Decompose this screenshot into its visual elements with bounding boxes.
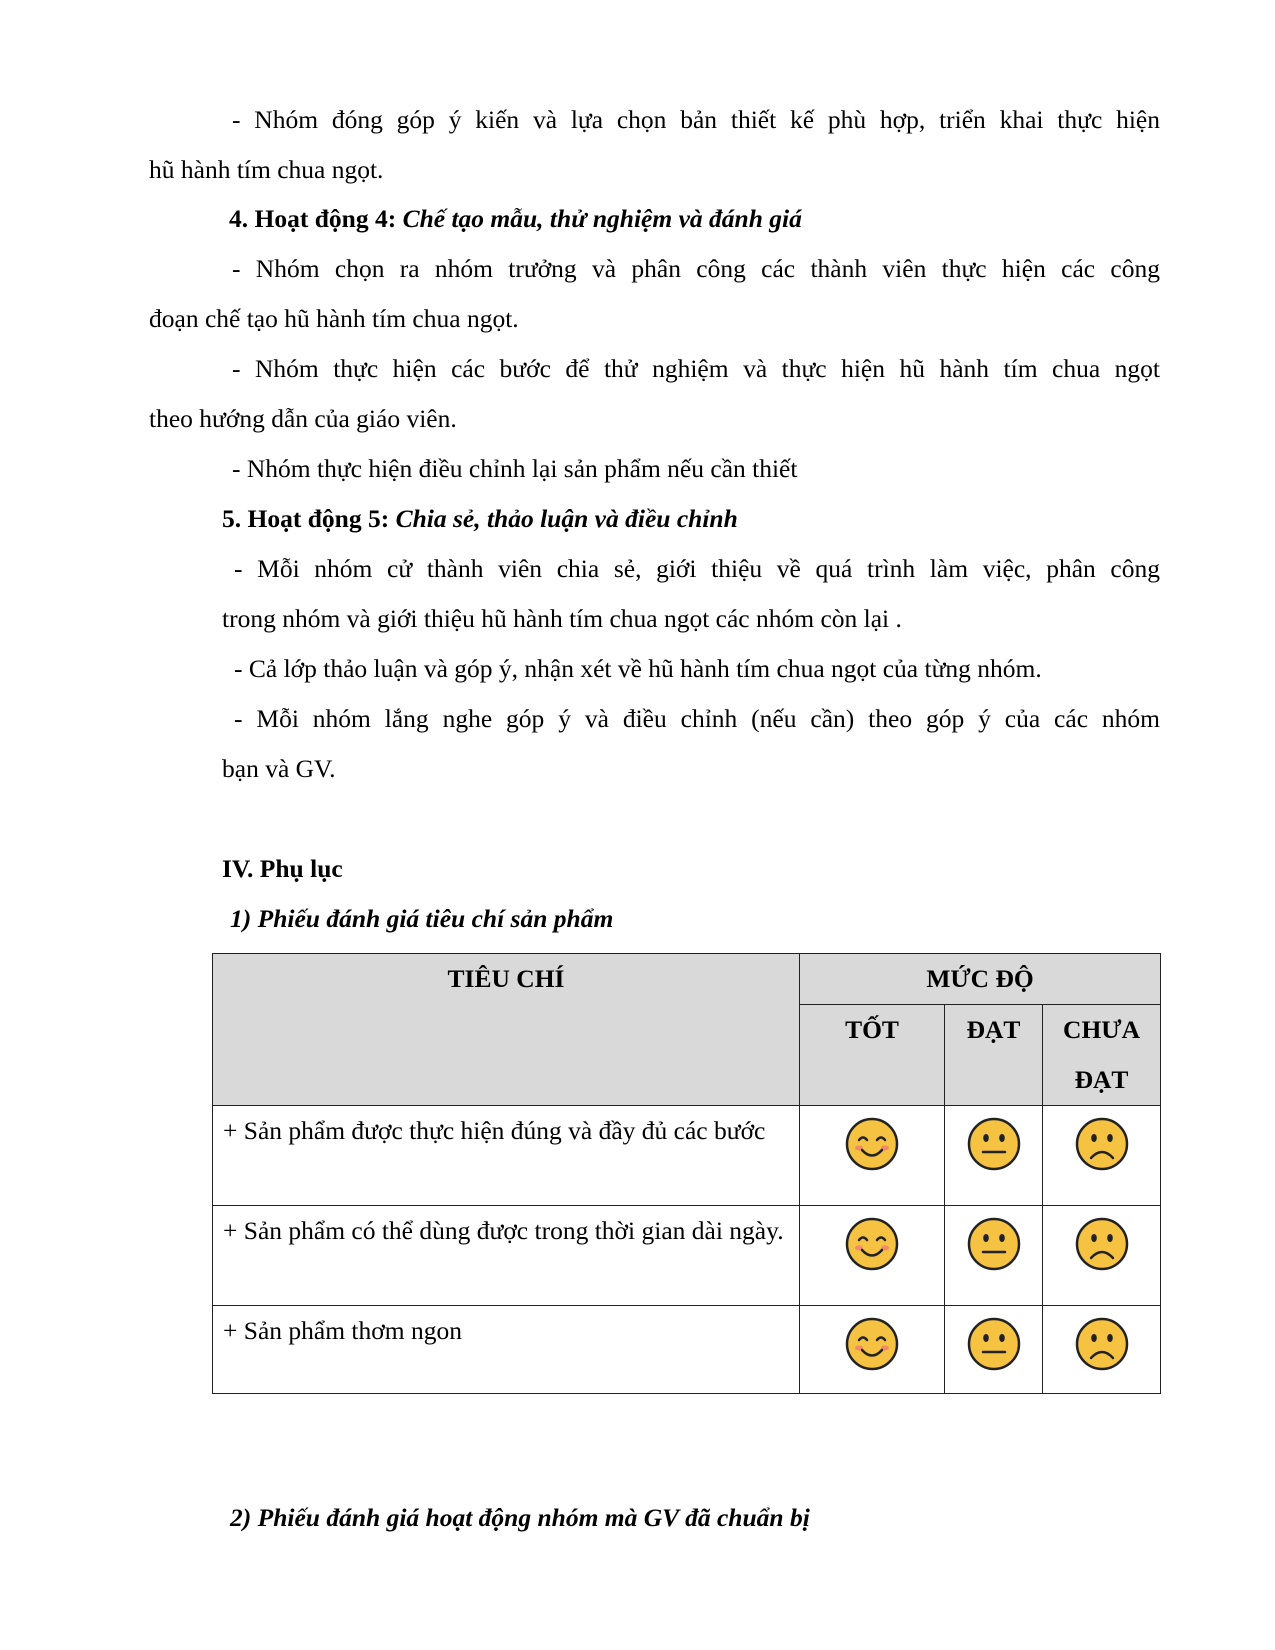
- appendix-subheading-1: 1) Phiếu đánh giá tiêu chí sản phẩm: [230, 904, 614, 933]
- header-level-fail: CHƯA ĐẠT: [1043, 1005, 1161, 1106]
- activity-4-title: Chế tạo mẫu, thử nghiệm và đánh giá: [402, 204, 802, 233]
- paragraph-line: - Cả lớp thảo luận và góp ý, nhận xét về hũ hành tím chua ngọt của từng nhóm.: [234, 654, 1042, 683]
- pass-cell: [945, 1206, 1043, 1306]
- good-cell: [800, 1306, 945, 1394]
- smiling-face-icon[interactable]: [844, 1216, 900, 1272]
- paragraph-line: đoạn chế tạo hũ hành tím chua ngọt.: [149, 304, 519, 333]
- activity-5-heading: [222, 503, 738, 535]
- paragraph-line: bạn và GV.: [222, 754, 336, 783]
- neutral-face-icon[interactable]: [966, 1316, 1022, 1372]
- paragraph-line: - Nhóm thực hiện các bước để thử nghiệm và thực hiện hũ hành tím chua ngọt: [232, 354, 1160, 383]
- paragraph-line: - Nhóm chọn ra nhóm trưởng và phân công các thành viên thực hiện các công: [232, 254, 1160, 283]
- header-criteria: TIÊU CHÍ: [213, 954, 800, 1106]
- criterion-cell: + Sản phẩm được thực hiện đúng và đầy đủ các bước: [213, 1106, 800, 1206]
- activity-4-number: 4. Hoạt động 4:: [229, 204, 397, 233]
- fail-cell: [1043, 1306, 1161, 1394]
- appendix-subheading-2: 2) Phiếu đánh giá hoạt động nhóm mà GV đã chuẩn bị: [230, 1503, 810, 1532]
- table-row: [213, 1306, 1161, 1394]
- criteria-evaluation-table: [212, 953, 1161, 1394]
- header-level: MỨC ĐỘ: [800, 954, 1161, 1005]
- paragraph-line: - Mỗi nhóm cử thành viên chia sẻ, giới thiệu về quá trình làm việc, phân công: [234, 554, 1160, 583]
- appendix-heading: IV. Phụ lục: [222, 854, 343, 883]
- smiling-face-icon[interactable]: [844, 1116, 900, 1172]
- good-cell: [800, 1106, 945, 1206]
- sad-face-icon[interactable]: [1074, 1216, 1130, 1272]
- table-row: [213, 1106, 1161, 1206]
- paragraph-line: trong nhóm và giới thiệu hũ hành tím chua ngọt các nhóm còn lại .: [222, 604, 902, 633]
- good-cell: [800, 1206, 945, 1306]
- fail-cell: [1043, 1106, 1161, 1206]
- activity-5-number: 5. Hoạt động 5:: [222, 504, 390, 533]
- neutral-face-icon[interactable]: [966, 1216, 1022, 1272]
- activity-4-heading: [229, 203, 802, 235]
- criterion-cell: + Sản phẩm thơm ngon: [213, 1306, 800, 1394]
- table-row: [213, 1206, 1161, 1306]
- fail-cell: [1043, 1206, 1161, 1306]
- paragraph-line: hũ hành tím chua ngọt.: [149, 155, 384, 184]
- criterion-cell: + Sản phẩm có thể dùng được trong thời gian dài ngày.: [213, 1206, 800, 1306]
- sad-face-icon[interactable]: [1074, 1316, 1130, 1372]
- paragraph-line: theo hướng dẫn của giáo viên.: [149, 404, 457, 433]
- header-level-pass: ĐẠT: [945, 1005, 1043, 1106]
- pass-cell: [945, 1106, 1043, 1206]
- header-level-good: TỐT: [800, 1005, 945, 1106]
- paragraph-line: - Mỗi nhóm lắng nghe góp ý và điều chỉnh (nếu cần) theo góp ý của các nhóm: [234, 704, 1160, 733]
- smiling-face-icon[interactable]: [844, 1316, 900, 1372]
- paragraph-line: - Nhóm đóng góp ý kiến và lựa chọn bản thiết kế phù hợp, triển khai thực hiện: [232, 105, 1160, 134]
- paragraph-line: - Nhóm thực hiện điều chỉnh lại sản phẩm nếu cần thiết: [232, 454, 798, 483]
- pass-cell: [945, 1306, 1043, 1394]
- sad-face-icon[interactable]: [1074, 1116, 1130, 1172]
- neutral-face-icon[interactable]: [966, 1116, 1022, 1172]
- activity-5-title: Chia sẻ, thảo luận và điều chỉnh: [395, 504, 738, 533]
